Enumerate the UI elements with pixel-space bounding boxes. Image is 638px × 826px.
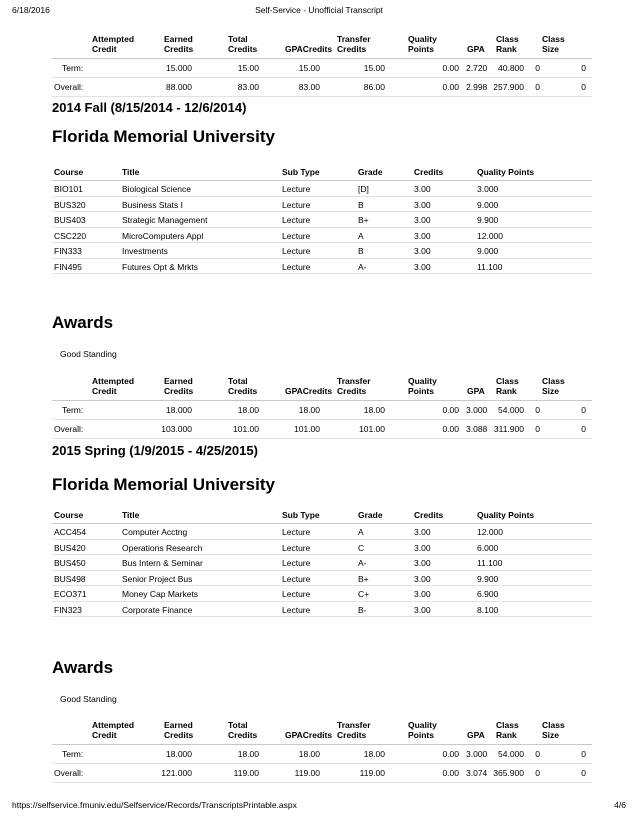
course-header-row [52,162,592,181]
quality-value: 54.000 [498,749,524,759]
course-credits: 3.00 [414,215,431,225]
course-credits: 3.00 [414,558,431,568]
school-heading: Florida Memorial University [52,127,275,146]
rank-value: 0 [535,424,540,434]
size-value: 0 [581,63,586,73]
col-attempted-credit: Attempted Credit [92,376,135,396]
course-credits: 3.00 [414,527,431,537]
course-quality-points: 8.100 [477,604,499,615]
table-row [52,228,592,244]
total-value: 83.00 [298,82,320,92]
course-title: MicroComputers Appl [122,230,204,241]
rank-value: 0 [535,63,540,73]
col-total-credits: Total Credits [228,720,258,740]
course-title: Corporate Finance [122,604,193,615]
attempted-value: 18.000 [166,749,192,759]
col-attempted-credit: Attempted Credit [92,34,135,54]
course-quality-points: 6.900 [477,589,499,599]
course-quality-points: 9.000 [477,199,499,210]
course-subtype: Lecture [282,230,311,241]
col-transfer-credits: Transfer Credits [337,34,371,54]
size-value: 0 [581,405,586,415]
gpacredits-value: 86.00 [363,82,385,92]
col-course: Course [54,510,84,520]
course-credits: 3.00 [414,184,431,194]
course-grade: B+ [358,573,369,584]
quality-value: 54.000 [498,405,524,415]
summary-stats-table [52,32,592,97]
col-sub-type: Sub Type [282,167,320,177]
col-credits: Credits [414,167,444,177]
table-row [52,540,592,556]
course-credits: 3.00 [414,261,431,272]
gpa-value: 2.720 [466,63,488,73]
course-code: CSC220 [54,230,87,241]
rank-value: 0 [535,768,540,778]
total-value: 15.00 [298,63,320,73]
course-title: Computer Acctng [122,527,188,537]
course-code: BUS450 [54,558,86,568]
row-label: Term: [62,749,84,759]
print-header [0,5,638,19]
course-table [52,162,592,274]
transfer-value: 0.00 [442,768,459,778]
table-row [52,197,592,213]
course-grade: [D] [358,184,369,194]
course-grade: A [358,527,364,537]
stats-row-term [52,745,592,764]
table-row [52,524,592,540]
rank-value: 0 [535,749,540,759]
course-code: ECO371 [54,589,87,599]
awards-heading: Awards [52,313,114,332]
course-header-row [52,505,592,524]
row-label: Term: [62,405,84,415]
col-class-size: Class Size [542,720,565,740]
col-grade: Grade [358,510,383,520]
course-title: Bus Intern & Seminar [122,558,203,568]
course-quality-points: 9.900 [477,215,499,225]
term-heading: 2015 Spring (1/9/2015 - 4/25/2015) [52,443,258,458]
course-grade: A- [358,261,367,272]
course-title: Senior Project Bus [122,573,193,584]
course-credits: 3.00 [414,573,431,584]
course-subtype: Lecture [282,215,311,225]
col-gpa: GPA [467,44,485,54]
course-subtype: Lecture [282,246,311,256]
course-quality-points: 11.100 [477,261,503,272]
col-transfer-credits: Transfer Credits [337,720,371,740]
course-title: Futures Opt & Mrkts [122,261,199,272]
course-subtype: Lecture [282,184,311,194]
stats-row-term [52,401,592,420]
total-value: 18.00 [298,749,320,759]
col-credits: Credits [414,510,444,520]
course-subtype: Lecture [282,199,311,210]
term-stats-table [52,374,592,439]
award-standing: Good Standing [60,349,117,359]
col-class-size: Class Size [542,376,565,396]
quality-value: 311.900 [493,424,524,434]
course-title: Biological Science [122,184,191,194]
table-row [52,555,592,571]
earned-value: 119.00 [233,768,259,778]
stats-header-row [52,718,592,745]
quality-value: 40.800 [498,63,524,73]
size-value: 0 [581,424,586,434]
rank-value: 0 [535,405,540,415]
row-label: Overall: [54,424,84,434]
course-credits: 3.00 [414,246,431,256]
print-title: Self-Service - Unofficial Transcript [255,5,383,15]
total-value: 18.00 [298,405,320,415]
course-subtype: Lecture [282,604,311,615]
col-course: Course [54,167,84,177]
term-stats-table [52,718,592,783]
course-code: BUS320 [54,199,86,210]
course-quality-points: 3.000 [477,184,499,194]
course-code: ACC454 [54,527,87,537]
course-code: BUS403 [54,215,86,225]
course-quality-points: 12.000 [477,527,503,537]
quality-value: 365.900 [493,768,524,778]
course-quality-points: 11.100 [477,558,503,568]
stats-header-row [52,32,592,59]
award-standing: Good Standing [60,694,117,704]
col-gpa-credits: GPACredits [285,730,333,740]
school-heading: Florida Memorial University [52,475,275,494]
size-value: 0 [581,82,586,92]
col-title: Title [122,510,140,520]
stats-row-overall [52,78,592,97]
total-value: 101.00 [294,424,320,434]
table-row [52,212,592,228]
course-credits: 3.00 [414,230,431,241]
course-grade: B- [358,604,367,615]
gpa-value: 3.000 [466,405,488,415]
quality-value: 257.900 [493,82,524,92]
earned-value: 83.00 [237,82,259,92]
course-code: BUS420 [54,542,86,553]
gpacredits-value: 18.00 [363,749,385,759]
stats-row-term [52,59,592,78]
col-class-size: Class Size [542,34,565,54]
col-earned-credits: Earned Credits [164,376,194,396]
gpacredits-value: 15.00 [363,63,385,73]
course-grade: B+ [358,215,369,225]
course-subtype: Lecture [282,527,311,537]
course-grade: C [358,542,365,553]
course-table [52,505,592,617]
col-sub-type: Sub Type [282,510,320,520]
col-quality-points: Quality Points [408,376,437,396]
course-code: FIN333 [54,246,82,256]
col-gpa-credits: GPACredits [285,386,333,396]
col-quality-points: Quality Points [477,167,535,177]
size-value: 0 [581,768,586,778]
course-code: BIO101 [54,184,83,194]
stats-header-row [52,374,592,401]
course-code: FIN495 [54,261,82,272]
course-credits: 3.00 [414,542,431,553]
col-quality-points: Quality Points [408,720,437,740]
col-transfer-credits: Transfer Credits [337,376,371,396]
attempted-value: 103.000 [161,424,192,434]
col-earned-credits: Earned Credits [164,720,194,740]
course-title: Business Stats I [122,199,183,210]
col-quality-points: Quality Points [477,510,535,520]
table-row [52,602,592,618]
course-quality-points: 9.900 [477,573,499,584]
course-title: Investments [122,246,168,256]
table-row [52,181,592,197]
col-gpa: GPA [467,386,485,396]
table-row [52,243,592,259]
col-attempted-credit: Attempted Credit [92,720,135,740]
col-class-rank: Class Rank [496,720,519,740]
course-grade: C+ [358,589,370,599]
transfer-value: 0.00 [442,82,459,92]
course-code: FIN323 [54,604,82,615]
course-code: BUS498 [54,573,86,584]
attempted-value: 121.000 [161,768,192,778]
course-title: Operations Research [122,542,203,553]
course-credits: 3.00 [414,199,431,210]
print-date: 6/18/2016 [12,5,50,15]
course-grade: A- [358,558,367,568]
course-subtype: Lecture [282,261,311,272]
table-row [52,259,592,275]
transfer-value: 0.00 [442,405,459,415]
table-row [52,586,592,602]
awards-heading: Awards [52,658,114,677]
page-number: 4/6 [614,800,626,810]
stats-row-overall [52,764,592,783]
col-total-credits: Total Credits [228,376,258,396]
course-title: Strategic Management [122,215,208,225]
gpacredits-value: 18.00 [363,405,385,415]
attempted-value: 15.000 [166,63,192,73]
course-subtype: Lecture [282,573,311,584]
col-title: Title [122,167,140,177]
gpacredits-value: 119.00 [359,768,385,778]
course-subtype: Lecture [282,589,311,599]
earned-value: 18.00 [237,749,259,759]
course-subtype: Lecture [282,542,311,553]
print-url: https://selfservice.fmuniv.edu/Selfservice/Records/TranscriptsPrintable.aspx [12,800,297,810]
term-heading: 2014 Fall (8/15/2014 - 12/6/2014) [52,100,247,115]
col-gpa: GPA [467,730,485,740]
stats-row-overall [52,420,592,439]
course-subtype: Lecture [282,558,311,568]
table-row [52,571,592,587]
course-credits: 3.00 [414,604,431,615]
transfer-value: 0.00 [442,63,459,73]
course-quality-points: 12.000 [477,230,503,241]
earned-value: 101.00 [233,424,259,434]
row-label: Overall: [54,82,84,92]
course-grade: A [358,230,364,241]
col-quality-points: Quality Points [408,34,437,54]
course-quality-points: 9.000 [477,246,499,256]
total-value: 119.00 [294,768,320,778]
col-earned-credits: Earned Credits [164,34,194,54]
col-gpa-credits: GPACredits [285,44,333,54]
col-class-rank: Class Rank [496,376,519,396]
row-label: Term: [62,63,84,73]
col-class-rank: Class Rank [496,34,519,54]
gpa-value: 3.074 [466,768,488,778]
row-label: Overall: [54,768,84,778]
transfer-value: 0.00 [442,424,459,434]
course-credits: 3.00 [414,589,431,599]
print-footer [0,800,638,814]
course-title: Money Cap Markets [122,589,199,599]
course-grade: B [358,246,364,256]
earned-value: 15.00 [237,63,259,73]
earned-value: 18.00 [237,405,259,415]
rank-value: 0 [535,82,540,92]
col-total-credits: Total Credits [228,34,258,54]
gpa-value: 3.000 [466,749,488,759]
gpacredits-value: 101.00 [359,424,385,434]
size-value: 0 [581,749,586,759]
attempted-value: 88.000 [166,82,192,92]
course-quality-points: 6.000 [477,542,499,553]
gpa-value: 2.998 [466,82,488,92]
course-grade: B [358,199,364,210]
transfer-value: 0.00 [442,749,459,759]
gpa-value: 3.088 [466,424,488,434]
attempted-value: 18.000 [166,405,192,415]
col-grade: Grade [358,167,383,177]
